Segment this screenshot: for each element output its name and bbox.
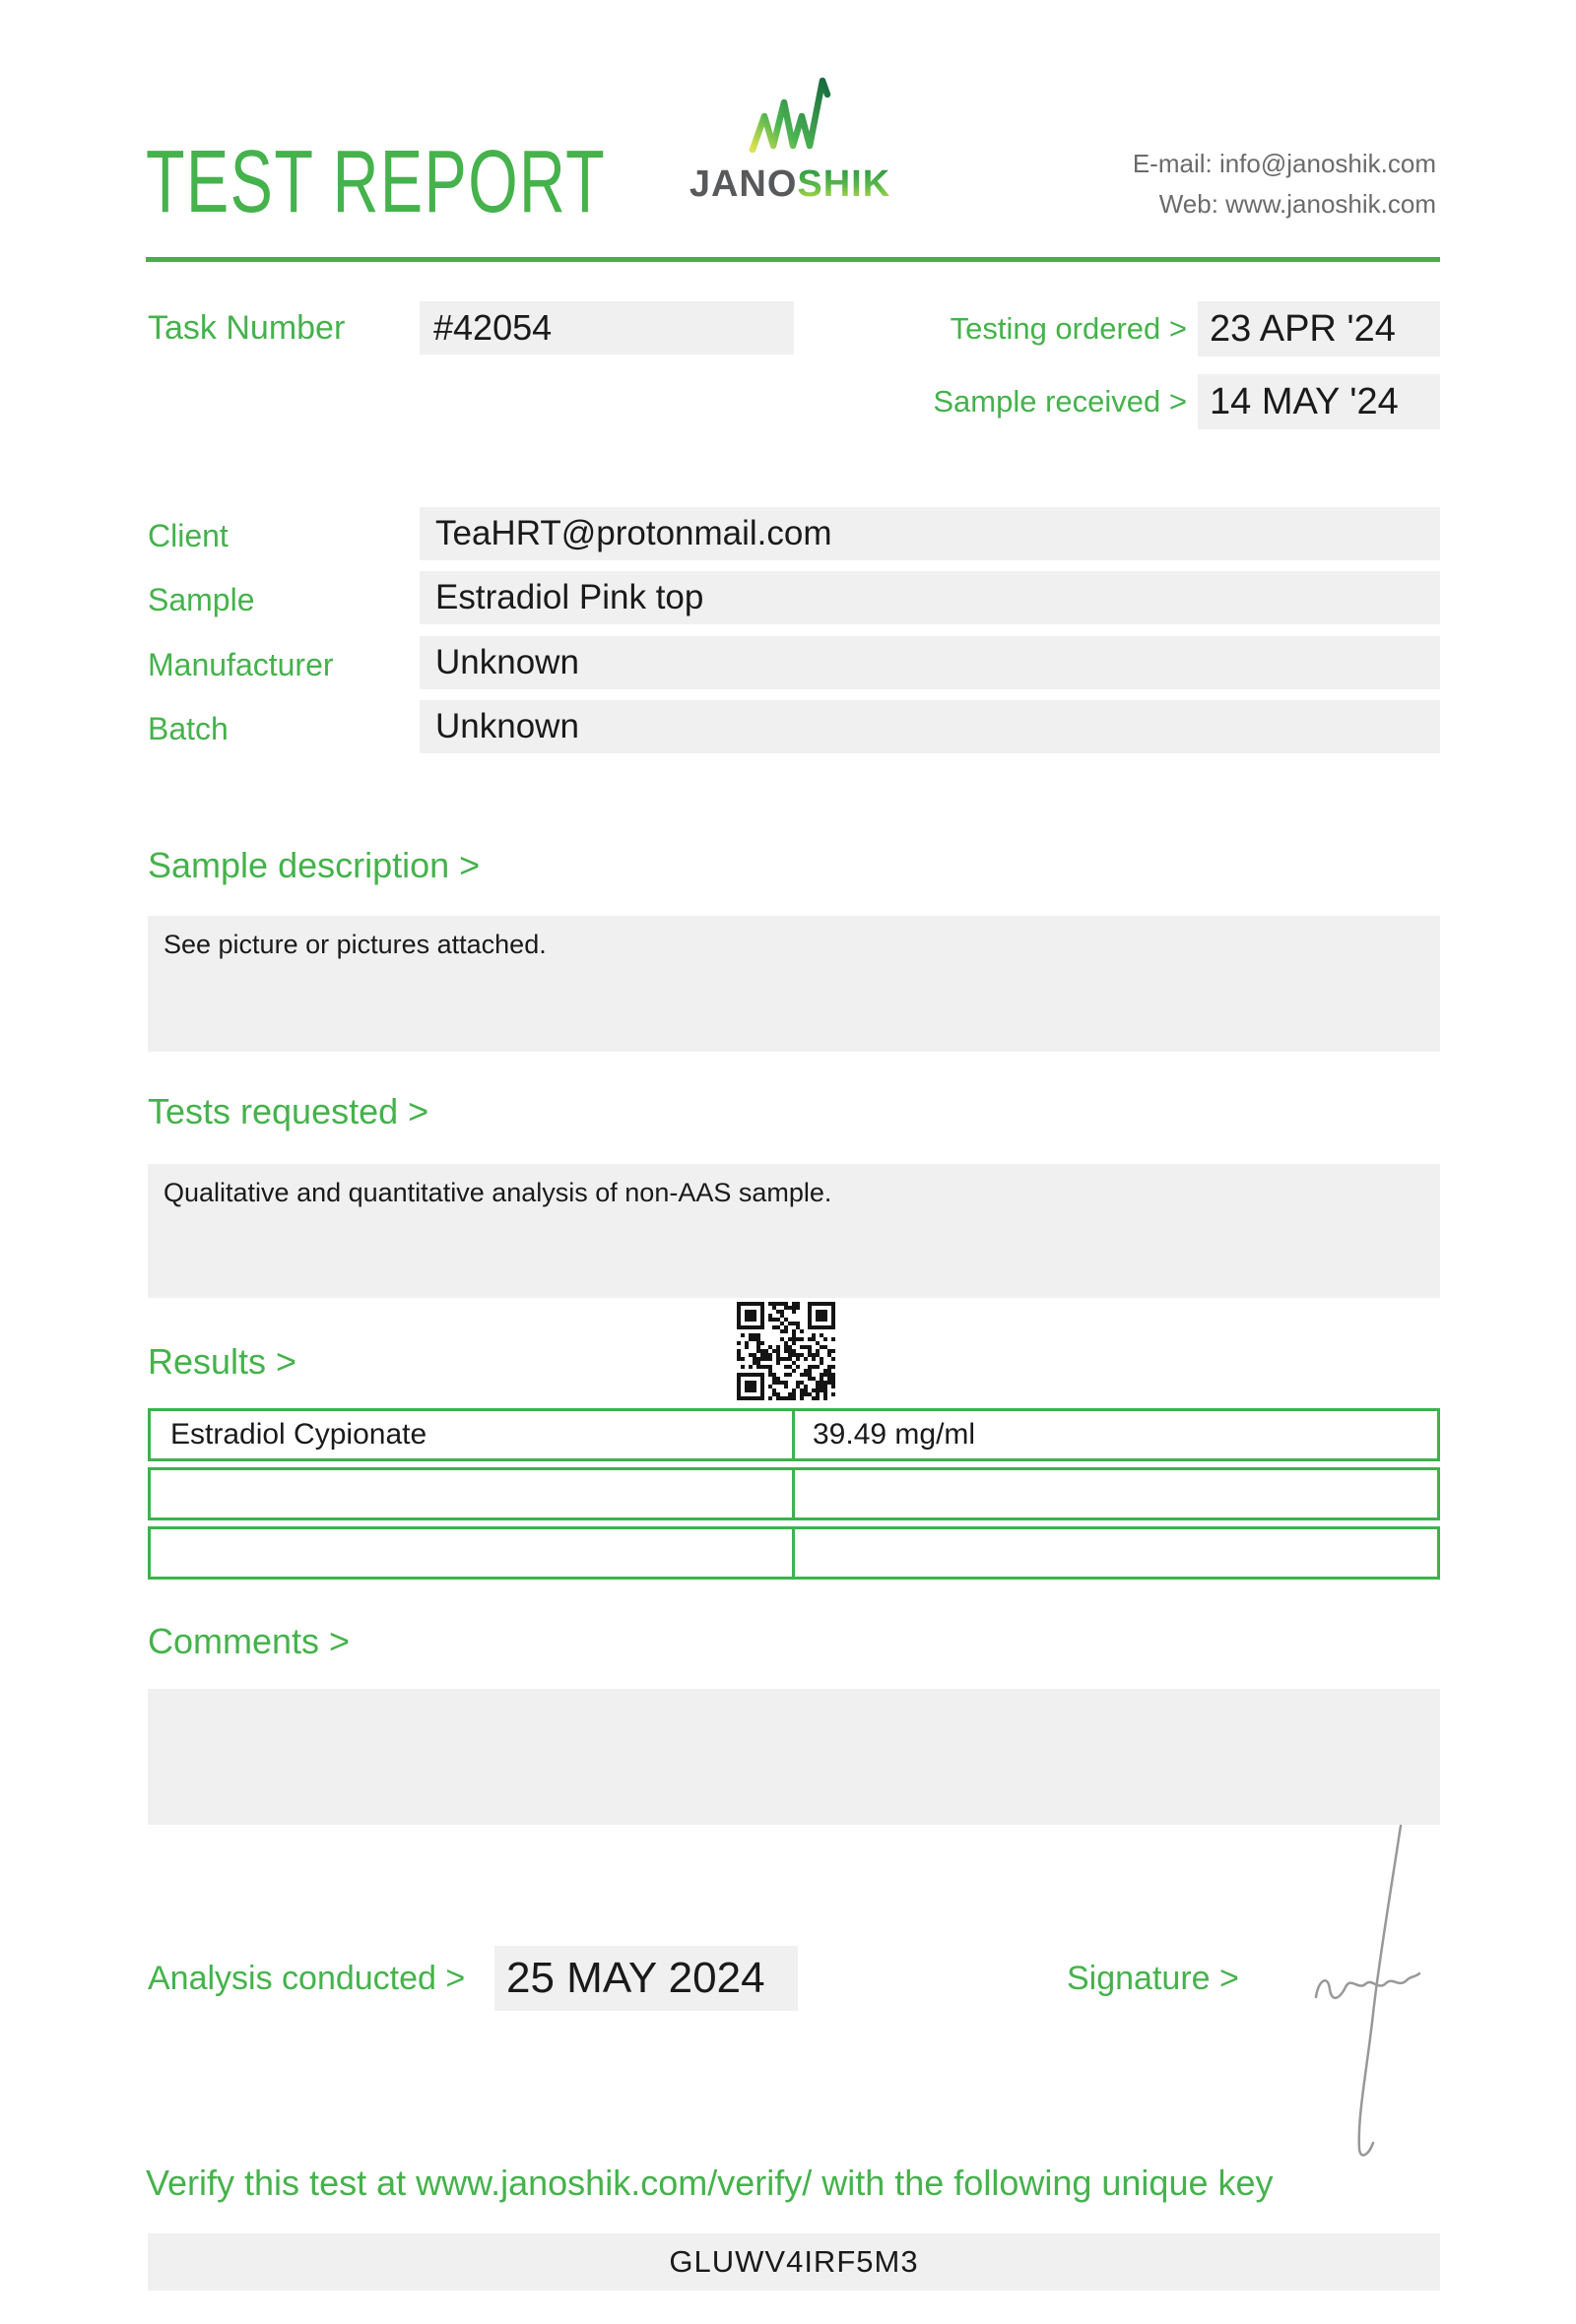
result-concentration: 39.49 mg/ml [813, 1418, 976, 1451]
analysis-conducted-label: Analysis conducted > [148, 1960, 466, 1997]
result-compound: Estradiol Cypionate [151, 1411, 795, 1458]
sample-label: Sample [148, 582, 255, 617]
sample-description-box: See picture or pictures attached. [148, 916, 1440, 1052]
testing-ordered-date: 23 APR '24 [1198, 301, 1440, 356]
task-number-value: #42054 [420, 301, 794, 355]
task-number-label: Task Number [148, 309, 346, 347]
signature-scribble [1280, 1822, 1448, 2166]
logo-wordmark [680, 163, 900, 206]
signature-label: Signature > [1067, 1960, 1239, 1997]
comments-box [148, 1689, 1440, 1825]
analysis-date: 25 MAY 2024 [494, 1946, 798, 2011]
verify-instruction: Verify this test at www.janoshik.com/verify/ with the following unique key [146, 2163, 1274, 2203]
result-concentration [795, 1470, 1437, 1517]
batch-label: Batch [148, 711, 229, 746]
testing-ordered-label: Testing ordered > [950, 311, 1187, 346]
manufacturer-label: Manufacturer [148, 647, 334, 682]
result-concentration [795, 1529, 1437, 1577]
result-row-2 [148, 1467, 1440, 1520]
manufacturer-value: Unknown [420, 636, 1440, 689]
logo-shik-text: SHIK [797, 163, 891, 205]
contact-email: E-mail: info@janoshik.com [1132, 149, 1436, 178]
tests-requested-title: Tests requested > [148, 1091, 429, 1131]
result-row-3 [148, 1526, 1440, 1580]
contact-block [985, 144, 1436, 225]
result-row-1 [148, 1408, 1440, 1461]
sample-description-title: Sample description > [148, 845, 481, 885]
chart-growth-icon [746, 75, 834, 156]
sample-value: Estradiol Pink top [420, 571, 1440, 624]
page-title: TEST REPORT [146, 133, 607, 231]
client-value: TeaHRT@protonmail.com [420, 507, 1440, 560]
sample-received-date: 14 MAY '24 [1198, 374, 1440, 429]
result-compound [151, 1529, 795, 1577]
batch-value: Unknown [420, 700, 1440, 753]
result-compound [151, 1470, 795, 1517]
header-divider [146, 257, 1440, 262]
results-title: Results > [148, 1341, 297, 1382]
qr-code [737, 1302, 835, 1400]
comments-title: Comments > [148, 1621, 351, 1661]
tests-requested-box: Qualitative and quantitative analysis of non-AAS sample. [148, 1164, 1440, 1298]
janoshik-logo [680, 75, 900, 206]
logo-jano-text: JANO [689, 163, 798, 205]
sample-received-label: Sample received > [933, 384, 1187, 419]
contact-web: Web: www.janoshik.com [1158, 189, 1436, 219]
client-label: Client [148, 518, 229, 553]
verify-key: GLUWV4IRF5M3 [148, 2233, 1440, 2291]
